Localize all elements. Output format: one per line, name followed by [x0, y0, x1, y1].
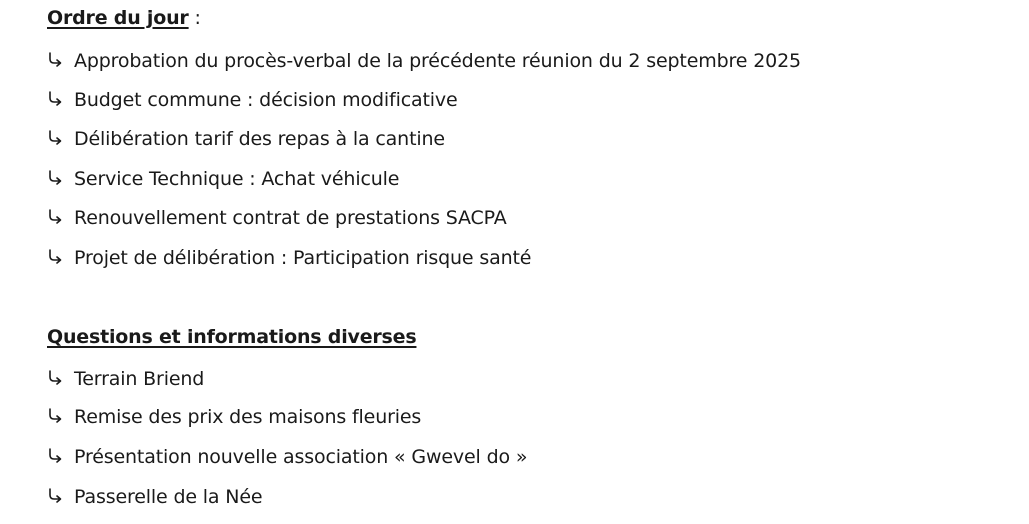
- agenda-title-colon: :: [188, 7, 201, 29]
- agenda-item-label: Budget commune : décision modificative: [74, 89, 458, 111]
- misc-item: [47, 443, 527, 471]
- down-right-hook-arrow-icon: [47, 51, 65, 71]
- agenda-item-label: Service Technique : Achat véhicule: [74, 168, 400, 190]
- misc-item-label: Passerelle de la Née: [74, 486, 263, 508]
- misc-heading: [47, 326, 416, 348]
- down-right-hook-arrow-icon: [47, 90, 65, 110]
- agenda-item-label: Délibération tarif des repas à la cantine: [74, 128, 445, 150]
- agenda-item: [47, 125, 445, 153]
- down-right-hook-arrow-icon: [47, 248, 65, 268]
- down-right-hook-arrow-icon: [47, 487, 65, 507]
- misc-item-label: Terrain Briend: [74, 368, 205, 390]
- agenda-item-label: Projet de délibération : Participation risque santé: [74, 247, 532, 269]
- agenda-item: [47, 86, 458, 114]
- down-right-hook-arrow-icon: [47, 208, 65, 228]
- misc-item: [47, 365, 204, 393]
- agenda-item: [47, 47, 801, 75]
- down-right-hook-arrow-icon: [47, 129, 65, 149]
- agenda-item-label: Renouvellement contrat de prestations SACPA: [74, 207, 507, 229]
- agenda-item: [47, 244, 531, 272]
- agenda-item: [47, 204, 507, 232]
- misc-title: Questions et informations diverses: [47, 326, 417, 348]
- agenda-title: Ordre du jour: [47, 7, 189, 29]
- agenda-item-label: Approbation du procès-verbal de la précédente réunion du 2 septembre 2025: [74, 50, 801, 72]
- agenda-heading: [47, 7, 201, 29]
- down-right-hook-arrow-icon: [47, 447, 65, 467]
- misc-item: [47, 483, 262, 511]
- down-right-hook-arrow-icon: [47, 407, 65, 427]
- down-right-hook-arrow-icon: [47, 169, 65, 189]
- agenda-item: [47, 165, 399, 193]
- down-right-hook-arrow-icon: [47, 369, 65, 389]
- misc-item-label: Présentation nouvelle association « Gwevel do »: [74, 446, 528, 468]
- misc-item: [47, 403, 421, 431]
- misc-item-label: Remise des prix des maisons fleuries: [74, 406, 422, 428]
